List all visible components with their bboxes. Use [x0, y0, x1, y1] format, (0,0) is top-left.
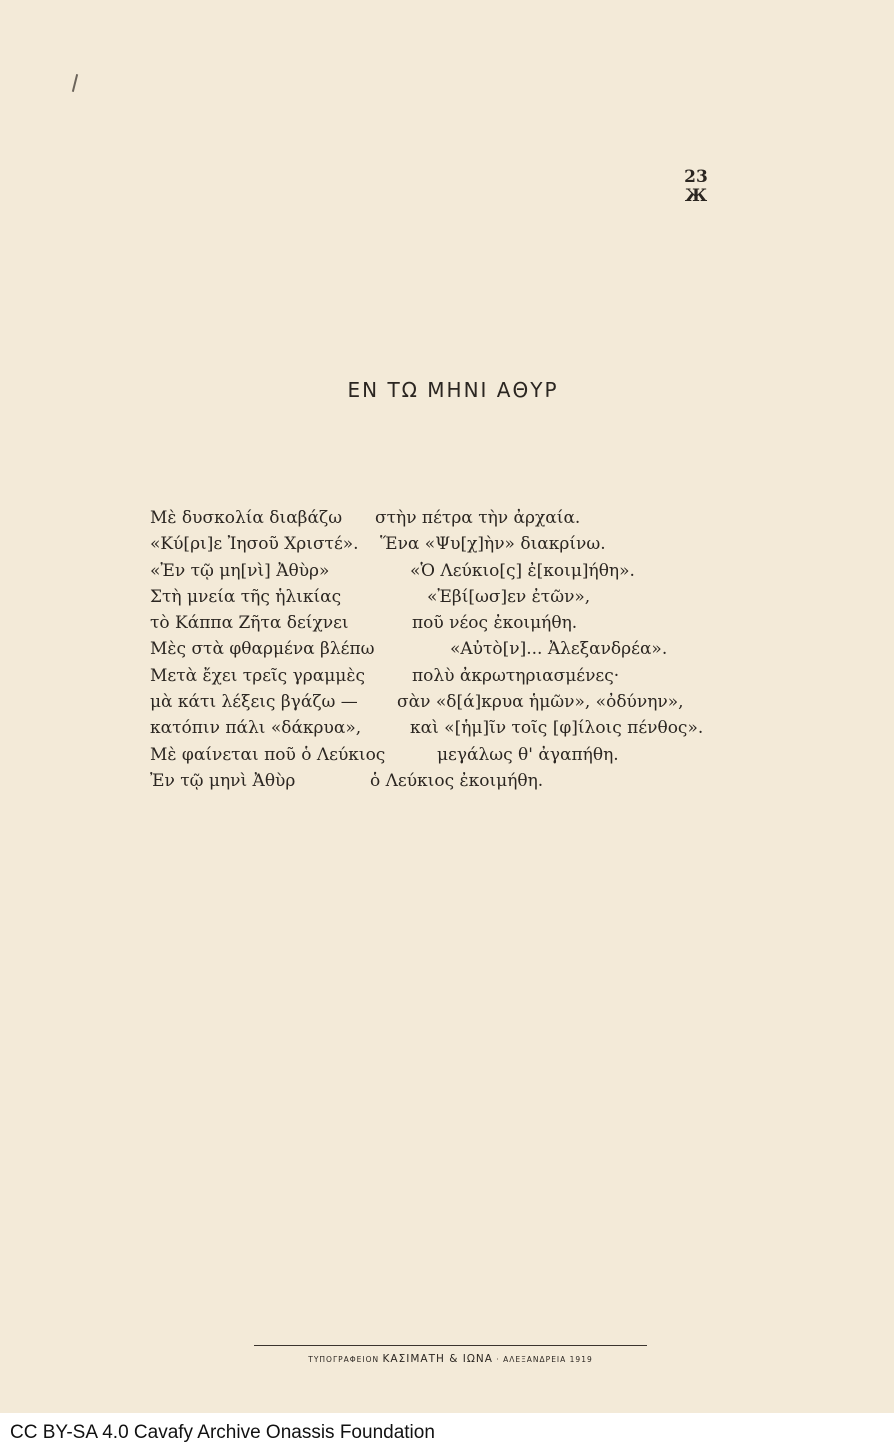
printer-name: ΚΑΣΙΜΑΤΗ & ΙΩΝΑ	[382, 1353, 493, 1365]
poem-line-second-half: ὁ Λεύκιος ἐκοιμήθη.	[370, 770, 544, 791]
printer-imprint	[254, 1353, 647, 1365]
footer-rule	[254, 1345, 647, 1346]
pencil-mark	[72, 74, 78, 92]
poem-line	[150, 534, 790, 560]
page-number-sub: Ж	[684, 186, 708, 206]
poem-line-second-half: μεγάλως θ' ἀγαπήθη.	[437, 744, 619, 765]
page-number: 23	[684, 167, 708, 187]
poem-line-first-half: κατόπιν πάλι «δάκρυα»,	[150, 718, 362, 739]
poem-line	[150, 745, 790, 771]
poem-line-first-half: Ἐν τῷ μηνὶ Ἀθὺρ	[150, 770, 296, 791]
poem-line-first-half: τὸ Κάππα Ζῆτα δείχνει	[150, 613, 349, 634]
poem-line-second-half: σὰν «δ[ά]κρυα ἡμῶν», «ὀδύνην»,	[397, 692, 684, 713]
poem-line	[150, 692, 790, 718]
poem-line	[150, 561, 790, 587]
poem-line	[150, 718, 790, 744]
poem-line-second-half: «Αὐτὸ[ν]... Ἀλεξανδρέα».	[450, 639, 668, 660]
poem-line-first-half: Μὲ δυσκολία διαβάζω	[150, 508, 343, 528]
poem-line	[150, 613, 790, 639]
poem-title: ΕΝ ΤΩ ΜΗΝΙ ΑΘΥΡ	[347, 378, 559, 402]
poem-body	[150, 508, 790, 797]
poem-line-first-half: Μὲ φαίνεται ποῦ ὁ Λεύκιος	[150, 744, 386, 765]
credit-bar	[0, 1413, 894, 1455]
poem-line	[150, 587, 790, 613]
credit-text: CC BY-SA 4.0 Cavafy Archive Onassis Foundation	[10, 1422, 435, 1443]
poem-line-first-half: «Κύ[ρι]ε Ἰησοῦ Χριστέ».	[150, 534, 359, 555]
poem-line-second-half: πολὺ ἀκρωτηριασμένες·	[412, 665, 620, 686]
poem-line-second-half: «Ὁ Λεύκιο[ς] ἐ[κοιμ]ήθη».	[410, 560, 635, 581]
poem-line-first-half: Μὲς στὰ φθαρμένα βλέπω	[150, 639, 375, 660]
poem-line	[150, 508, 790, 534]
poem-line-first-half: Στὴ μνεία τῆς ἡλικίας	[150, 586, 342, 607]
poem-line-first-half: Μετὰ ἔχει τρεῖς γραμμὲς	[150, 665, 365, 686]
printer-prefix: ΤΥΠΟΓΡΑΦΕΙΟΝ	[308, 1355, 380, 1364]
poem-line-second-half: στὴν πέτρα τὴν ἀρχαία.	[375, 508, 581, 528]
poem-line	[150, 771, 790, 797]
poem-line-second-half: Ἕνα «Ψυ[χ]ὴν» διακρίνω.	[380, 534, 606, 555]
poem-line	[150, 639, 790, 665]
poem-line	[150, 666, 790, 692]
poem-line-first-half: «Ἐν τῷ μη[νὶ] Ἀθὺρ»	[150, 560, 330, 581]
poem-line-second-half: «Ἐβί[ωσ]εν ἐτῶν»,	[427, 586, 591, 607]
poem-line-second-half: καὶ «[ἡμ]ῖν τοῖς [φ]ίλοις πένθος».	[410, 718, 704, 739]
printer-suffix: · ΑΛΕΞΑΝΔΡΕΙΑ 1919	[496, 1355, 593, 1364]
poem-line-first-half: μὰ κάτι λέξεις βγάζω —	[150, 692, 358, 713]
poem-line-second-half: ποῦ νέος ἐκοιμήθη.	[412, 613, 578, 634]
